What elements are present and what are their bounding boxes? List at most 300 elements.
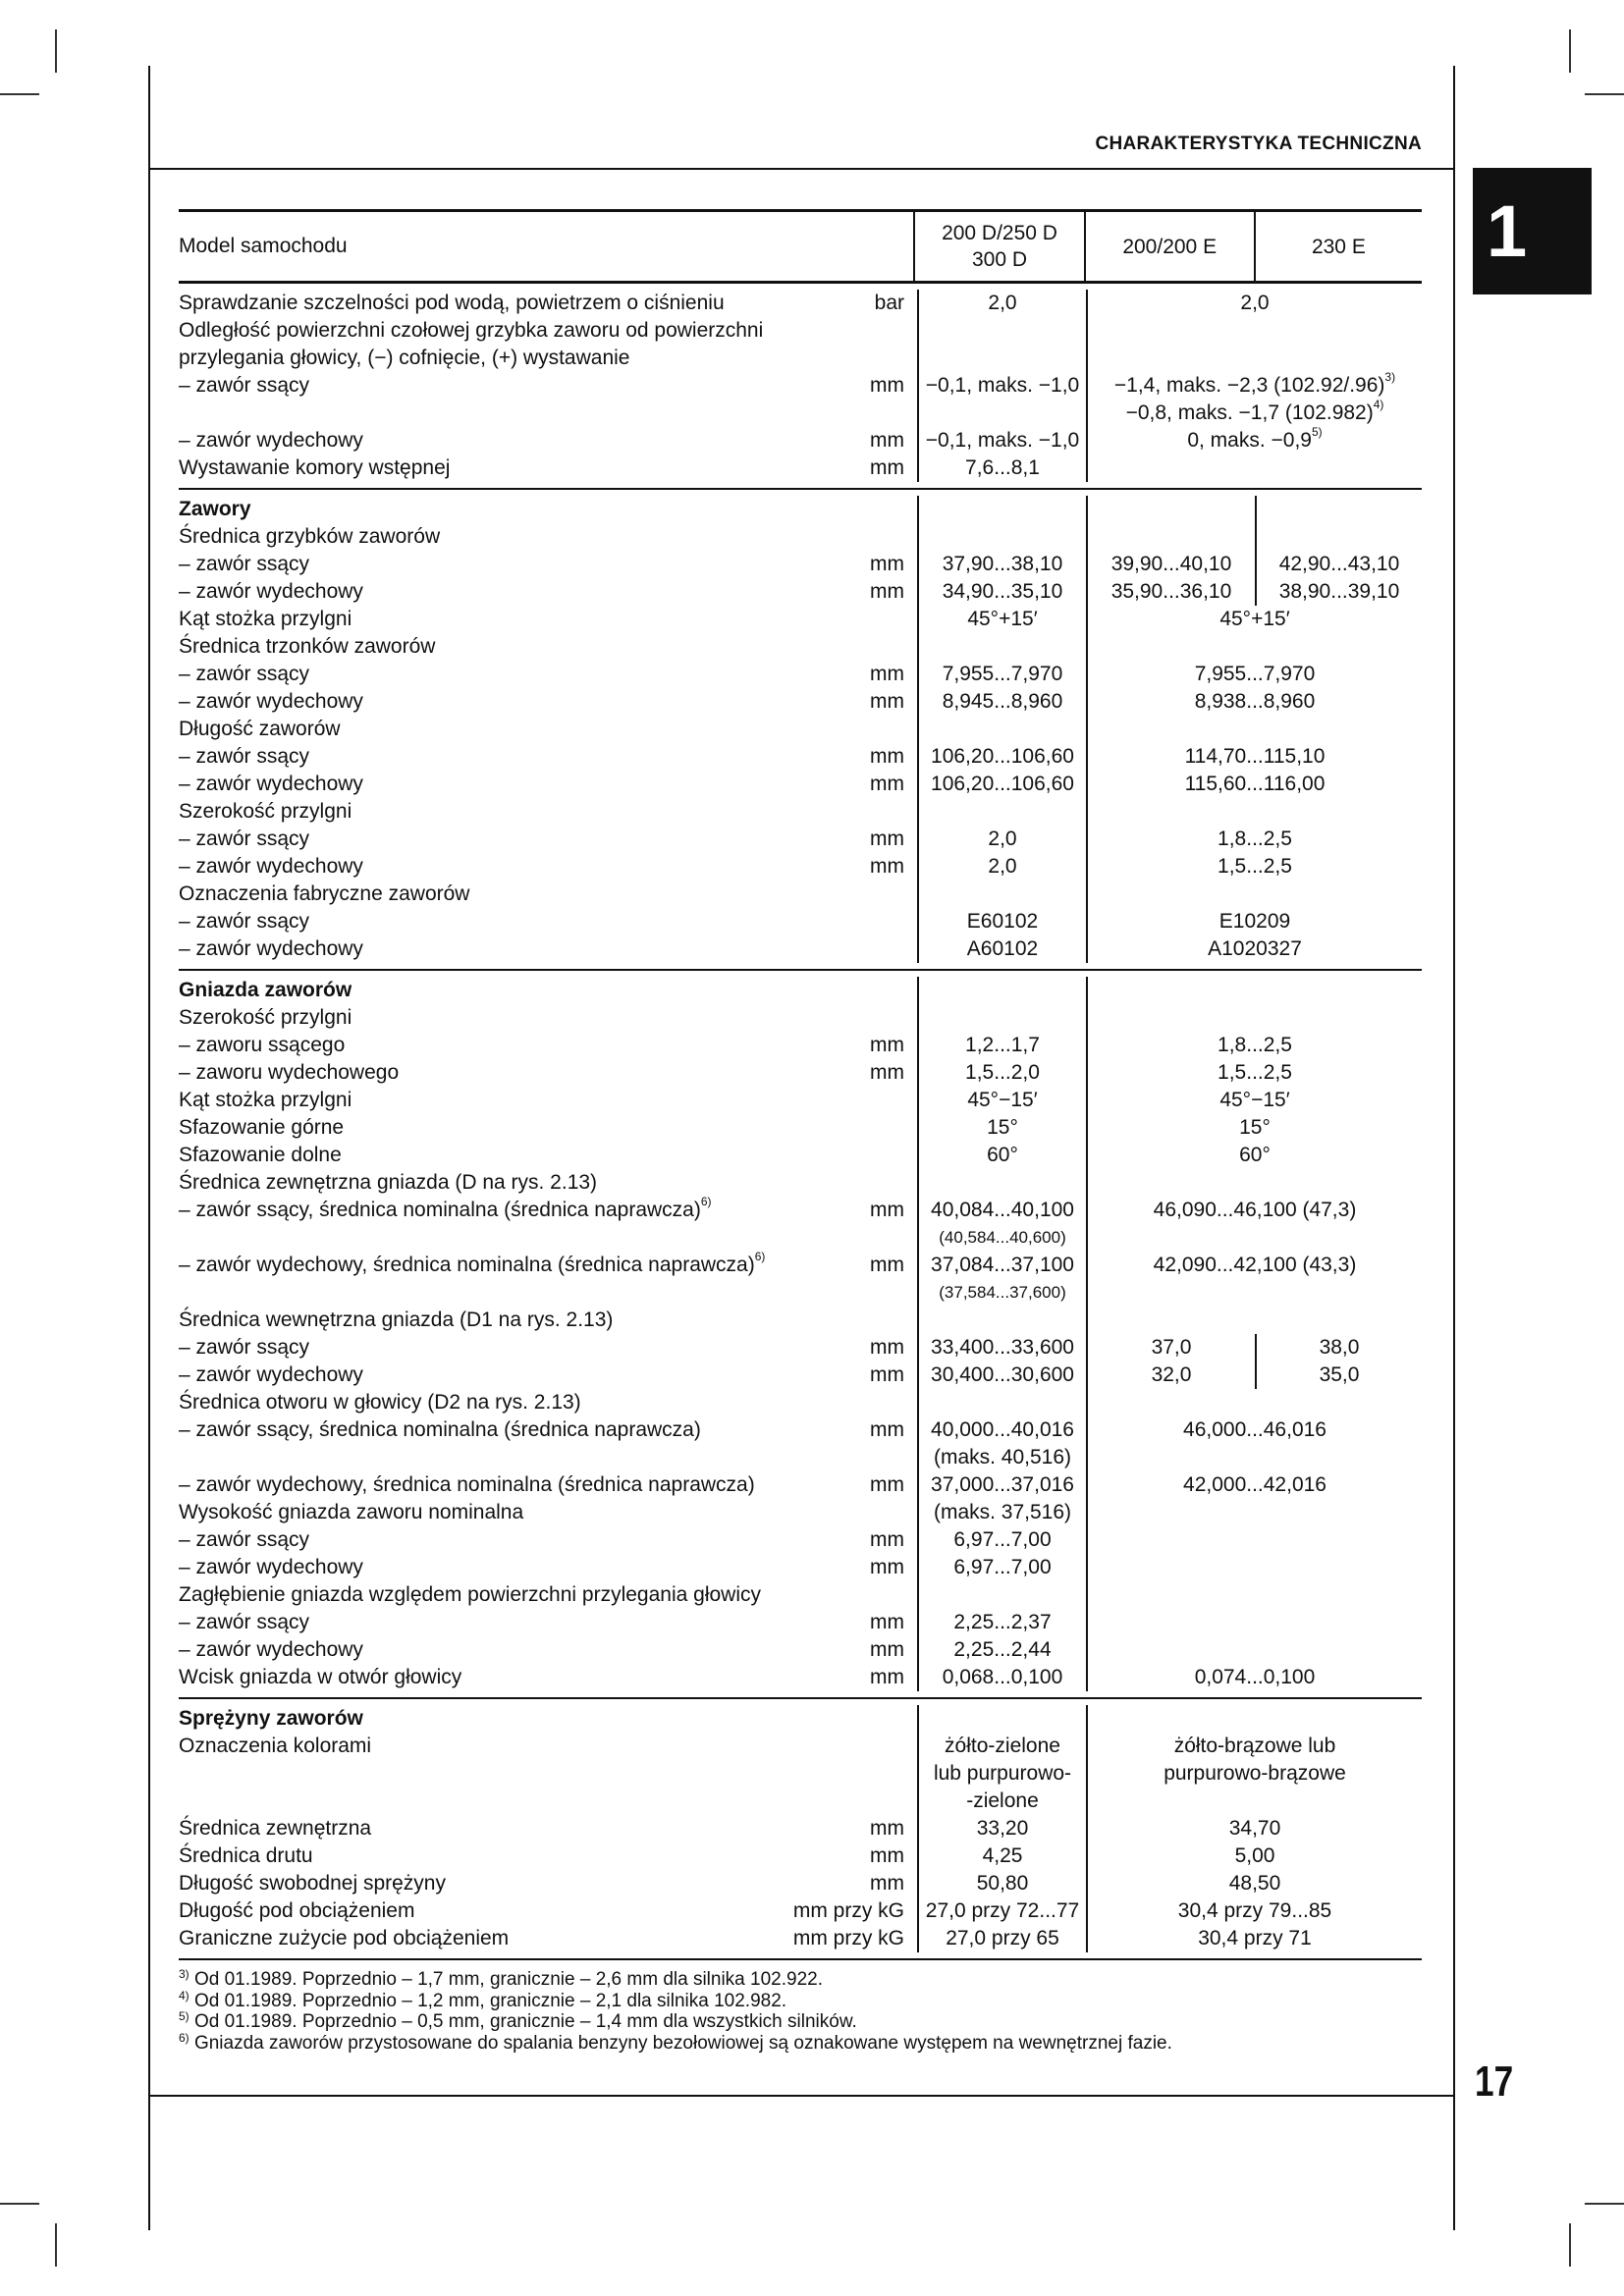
row-unit: mm xyxy=(870,374,904,397)
row-label-text: Kąt stożka przylgni xyxy=(179,1089,352,1111)
table-section xyxy=(179,490,1422,971)
row-unit: mm przy kG xyxy=(792,1927,904,1949)
chapter-number: 1 xyxy=(1487,190,1528,272)
value-col1: 15° xyxy=(917,1114,1086,1142)
footnote xyxy=(179,1988,1172,2012)
row-label-text: – zawór ssący xyxy=(179,1611,310,1633)
table-row xyxy=(179,1197,1422,1224)
value-col2-3 xyxy=(1086,977,1422,1004)
row-unit: mm xyxy=(870,1254,904,1276)
header-model-label: Model samochodu xyxy=(179,235,348,257)
value-col1: 27,0 przy 65 xyxy=(917,1925,1086,1952)
value-col2 xyxy=(1086,523,1255,551)
table-row xyxy=(179,1444,1422,1471)
row-label-text: – zaworu ssącego xyxy=(179,1034,346,1056)
header-col2: 200/200 E xyxy=(1084,212,1254,281)
value-col2-3 xyxy=(1086,1609,1422,1636)
row-label-cell xyxy=(179,1004,917,1032)
value-col1: 7,955...7,970 xyxy=(917,661,1086,688)
row-label xyxy=(179,1059,399,1087)
chapter-tab xyxy=(1473,168,1592,294)
row-label xyxy=(179,1142,342,1169)
table-row xyxy=(179,1334,1422,1362)
value-col2-3-text: 60° xyxy=(1239,1144,1271,1166)
footnote-mark: 5) xyxy=(179,2009,189,2024)
value-col2-3 xyxy=(1086,881,1422,908)
table-row xyxy=(179,716,1422,743)
value-col2-3 xyxy=(1086,1142,1422,1169)
row-unit: mm xyxy=(870,1556,904,1578)
table-row xyxy=(179,1897,1422,1925)
table-row xyxy=(179,908,1422,935)
table-row xyxy=(179,1416,1422,1444)
row-label-text: Oznaczenia kolorami xyxy=(179,1735,372,1757)
table-row xyxy=(179,427,1422,454)
value-col2-3 xyxy=(1086,345,1422,372)
row-label-cell xyxy=(179,290,917,317)
row-label-cell xyxy=(179,496,917,523)
row-unit: mm xyxy=(870,1611,904,1633)
value-col1 xyxy=(917,1307,1086,1334)
row-unit: mm xyxy=(870,1844,904,1867)
value-col3 xyxy=(1255,496,1422,523)
row-label xyxy=(179,977,352,1004)
row-label xyxy=(179,1252,765,1279)
table-row xyxy=(179,1059,1422,1087)
row-label-cell xyxy=(179,1114,917,1142)
footnote-ref: 5) xyxy=(1311,425,1323,439)
value-col1 xyxy=(917,881,1086,908)
value-col1: 45°−15′ xyxy=(917,1087,1086,1114)
row-label-cell xyxy=(179,1087,917,1114)
row-unit: mm xyxy=(870,1528,904,1551)
value-col2-3 xyxy=(1086,372,1422,400)
value-col1 xyxy=(917,1705,1086,1733)
value-col2-3 xyxy=(1086,1224,1422,1252)
value-col1 xyxy=(917,633,1086,661)
row-label xyxy=(179,1636,363,1664)
value-col2-3-text: −0,8, maks. −1,7 (102.982) xyxy=(1125,401,1374,424)
value-col2-3 xyxy=(1086,606,1422,633)
crop-mark xyxy=(55,2223,57,2267)
value-col1: (maks. 37,516) xyxy=(917,1499,1086,1526)
value-col2-3 xyxy=(1086,1114,1422,1142)
page-number: 17 xyxy=(1475,2057,1514,2106)
row-label-cell xyxy=(179,798,917,826)
row-label-cell xyxy=(179,551,917,578)
row-label xyxy=(179,688,363,716)
table-row xyxy=(179,1307,1422,1334)
row-label xyxy=(179,454,450,482)
row-label-cell xyxy=(179,1925,917,1952)
row-label-cell xyxy=(179,1471,917,1499)
value-col2-3 xyxy=(1086,1499,1422,1526)
table-section xyxy=(179,1699,1422,1960)
value-col1: 2,0 xyxy=(917,826,1086,853)
row-label-cell xyxy=(179,1224,917,1252)
value-col2-3 xyxy=(1086,1554,1422,1581)
table-row xyxy=(179,1526,1422,1554)
crop-mark xyxy=(1569,29,1571,73)
value-col1 xyxy=(917,1581,1086,1609)
value-col1: 45°+15′ xyxy=(917,606,1086,633)
page-frame-right xyxy=(1453,66,1455,2230)
value-col2: 37,0 xyxy=(1086,1334,1255,1362)
value-col1: 37,90...38,10 xyxy=(917,551,1086,578)
table-row xyxy=(179,853,1422,881)
table-row xyxy=(179,372,1422,400)
value-col2-3-text: 15° xyxy=(1239,1116,1271,1139)
value-col1: 2,0 xyxy=(917,290,1086,317)
row-unit: mm xyxy=(870,1666,904,1688)
value-col1 xyxy=(917,977,1086,1004)
value-col2-3 xyxy=(1086,1760,1422,1788)
row-label xyxy=(179,1554,363,1581)
row-label xyxy=(179,716,341,743)
table-row xyxy=(179,1279,1422,1307)
value-col3 xyxy=(1255,523,1422,551)
row-label xyxy=(179,1389,581,1416)
value-col2-3 xyxy=(1086,1416,1422,1444)
row-label-text: Średnica trzonków zaworów xyxy=(179,635,436,658)
row-unit: mm xyxy=(870,1817,904,1840)
row-label xyxy=(179,881,469,908)
table-row xyxy=(179,1032,1422,1059)
page-frame-left xyxy=(148,66,150,2230)
row-label xyxy=(179,1087,352,1114)
row-label-cell xyxy=(179,1897,917,1925)
row-label-text: Zawory xyxy=(179,498,251,520)
row-label-text: Zagłębienie gniazda względem powierzchni przylegania głowicy xyxy=(179,1583,761,1606)
row-unit: bar xyxy=(874,292,904,314)
value-col2-3-text: purpurowo-brązowe xyxy=(1164,1762,1346,1785)
row-label-text: Średnica zewnętrzna xyxy=(179,1817,372,1840)
row-label-cell xyxy=(179,977,917,1004)
value-col1 xyxy=(917,716,1086,743)
table-row xyxy=(179,1224,1422,1252)
table-row xyxy=(179,688,1422,716)
value-col1 xyxy=(917,400,1086,427)
value-col2-3-text: 0,074...0,100 xyxy=(1194,1666,1316,1688)
value-col1: E60102 xyxy=(917,908,1086,935)
value-col1: 40,000...40,016 xyxy=(917,1416,1086,1444)
footnote-text: Od 01.1989. Poprzednio – 1,7 mm, granicznie – 2,6 mm dla silnika 102.922. xyxy=(193,1969,823,1990)
row-label-cell xyxy=(179,633,917,661)
row-label xyxy=(179,1815,371,1842)
crop-mark xyxy=(55,29,57,73)
row-label-cell xyxy=(179,578,917,606)
value-col2-3 xyxy=(1086,1897,1422,1925)
row-label-cell xyxy=(179,826,917,853)
footnote xyxy=(179,1969,1172,1991)
row-label-text: – zawór wydechowy xyxy=(179,937,363,960)
row-label-cell xyxy=(179,1664,917,1691)
table-row xyxy=(179,606,1422,633)
value-col2-3 xyxy=(1086,633,1422,661)
table-row xyxy=(179,1581,1422,1609)
value-col2-3-text: 8,938...8,960 xyxy=(1194,690,1316,713)
table-row xyxy=(179,400,1422,427)
row-label xyxy=(179,1362,363,1389)
footnote-text: Od 01.1989. Poprzednio – 1,2 mm, granicznie – 2,1 dla silnika 102.982. xyxy=(193,1990,787,2011)
row-label xyxy=(179,1897,414,1925)
footnote xyxy=(179,2030,1172,2055)
row-label-cell xyxy=(179,743,917,771)
row-unit: mm xyxy=(870,1199,904,1221)
value-col2-3 xyxy=(1086,1279,1422,1307)
row-label-cell xyxy=(179,1059,917,1087)
row-label xyxy=(179,523,440,551)
value-col2-3-text: 2,0 xyxy=(1240,292,1270,314)
row-label-cell xyxy=(179,606,917,633)
row-label xyxy=(179,1842,313,1870)
row-unit: mm xyxy=(870,553,904,575)
table-row xyxy=(179,1733,1422,1760)
value-col1 xyxy=(917,1004,1086,1032)
value-col2-3-text: 42,090...42,100 (43,3) xyxy=(1153,1254,1357,1276)
row-label xyxy=(179,496,251,523)
row-label-text: przylegania głowicy, (−) cofnięcie, (+) wystawanie xyxy=(179,347,630,369)
row-label-text: Sprężyny zaworów xyxy=(179,1707,363,1730)
table-section xyxy=(179,971,1422,1699)
row-unit: mm xyxy=(870,855,904,878)
row-label-cell xyxy=(179,1842,917,1870)
row-label-cell xyxy=(179,523,917,551)
row-label xyxy=(179,633,435,661)
row-unit: mm xyxy=(870,690,904,713)
table-row xyxy=(179,345,1422,372)
value-col1: (37,584...37,600) xyxy=(917,1279,1086,1307)
row-unit: mm xyxy=(870,773,904,795)
value-col2-3 xyxy=(1086,317,1422,345)
row-label-text: Oznaczenia fabryczne zaworów xyxy=(179,882,470,905)
row-label-cell xyxy=(179,400,917,427)
table-section xyxy=(179,284,1422,490)
table-row xyxy=(179,454,1422,482)
row-label xyxy=(179,1733,371,1760)
row-unit: mm xyxy=(870,456,904,479)
row-label xyxy=(179,1334,309,1362)
value-col1: 4,25 xyxy=(917,1842,1086,1870)
value-col3: 42,90...43,10 xyxy=(1255,551,1422,578)
value-col1: 7,6...8,1 xyxy=(917,454,1086,482)
row-label xyxy=(179,853,363,881)
value-col2-3 xyxy=(1086,1705,1422,1733)
row-label-cell xyxy=(179,1279,917,1307)
row-label-text: Kąt stożka przylgni xyxy=(179,608,352,630)
footnote-text: Od 01.1989. Poprzednio – 0,5 mm, granicznie – 1,4 mm dla wszystkich silników. xyxy=(193,2011,857,2033)
row-label xyxy=(179,1609,309,1636)
row-unit: mm xyxy=(870,1418,904,1441)
row-label xyxy=(179,1664,461,1691)
value-col2-3-text: 1,5...2,5 xyxy=(1218,1061,1292,1084)
value-col2-3-text: żółto-brązowe lub xyxy=(1173,1735,1336,1757)
header-col1 xyxy=(913,212,1083,281)
table-row xyxy=(179,1609,1422,1636)
table-row xyxy=(179,1142,1422,1169)
row-label-text: – zawór wydechowy xyxy=(179,429,363,452)
row-label xyxy=(179,908,309,935)
footnote-mark: 4) xyxy=(179,1988,189,2002)
value-col1 xyxy=(917,317,1086,345)
value-col2-3-text: A1020327 xyxy=(1208,937,1302,960)
table-row xyxy=(179,1760,1422,1788)
row-label-cell xyxy=(179,1032,917,1059)
footnote-ref: 3) xyxy=(1384,370,1396,384)
row-label-text: – zawór wydechowy xyxy=(179,580,363,603)
table-row xyxy=(179,1389,1422,1416)
value-col1: 6,97...7,00 xyxy=(917,1526,1086,1554)
row-label-text: – zawór ssący xyxy=(179,745,310,768)
value-col2-3-text: 45°−15′ xyxy=(1219,1089,1290,1111)
footer-rule xyxy=(148,2095,1455,2097)
row-label xyxy=(179,1581,761,1609)
row-label-text: – zawór wydechowy xyxy=(179,773,363,795)
value-col1: 50,80 xyxy=(917,1870,1086,1897)
value-col3: 38,0 xyxy=(1255,1334,1422,1362)
row-unit: mm xyxy=(870,663,904,685)
value-col2-3-text: 1,5...2,5 xyxy=(1218,855,1292,878)
header-rule xyxy=(148,168,1455,170)
row-label-text: Długość pod obciążeniem xyxy=(179,1899,415,1922)
value-col2-3 xyxy=(1086,908,1422,935)
row-label-cell xyxy=(179,1581,917,1609)
table-row xyxy=(179,1554,1422,1581)
row-label-cell xyxy=(179,1870,917,1897)
row-label-cell xyxy=(179,688,917,716)
footnote xyxy=(179,2011,1172,2033)
row-label-cell xyxy=(179,427,917,454)
row-unit: mm przy kG xyxy=(792,1899,904,1922)
value-col2-3 xyxy=(1086,1788,1422,1815)
header-col1-line2: 300 D xyxy=(972,248,1028,271)
table-row xyxy=(179,1870,1422,1897)
row-label-cell xyxy=(179,1526,917,1554)
row-label-cell xyxy=(179,372,917,400)
value-col1 xyxy=(917,1389,1086,1416)
table-row xyxy=(179,661,1422,688)
row-label-text: Szerokość przylgni xyxy=(179,800,352,823)
table-row xyxy=(179,633,1422,661)
value-col2-3 xyxy=(1086,1471,1422,1499)
row-label-text: – zawór wydechowy, średnica nominalna (średnica naprawcza) xyxy=(179,1473,755,1496)
row-label-cell xyxy=(179,1499,917,1526)
value-col2: 39,90...40,10 xyxy=(1086,551,1255,578)
value-col2-3 xyxy=(1086,661,1422,688)
footnote-ref: 6) xyxy=(700,1195,712,1208)
row-label xyxy=(179,1705,363,1733)
row-label xyxy=(179,1114,344,1142)
row-unit: mm xyxy=(870,745,904,768)
row-label-text: Średnica otworu w głowicy (D2 na rys. 2.13) xyxy=(179,1391,581,1414)
value-col2-3-text: 34,70 xyxy=(1228,1817,1281,1840)
row-label xyxy=(179,826,309,853)
value-col2-3-text: 1,8...2,5 xyxy=(1218,1034,1292,1056)
value-col2-3 xyxy=(1086,427,1422,454)
row-label-text: – zawór ssący xyxy=(179,663,310,685)
value-col1: 1,2...1,7 xyxy=(917,1032,1086,1059)
row-label-text: Szerokość przylgni xyxy=(179,1006,352,1029)
table-row xyxy=(179,578,1422,606)
value-col2-3 xyxy=(1086,1733,1422,1760)
value-col1 xyxy=(917,1169,1086,1197)
value-col2-3-text: 30,4 przy 79...85 xyxy=(1177,1899,1332,1922)
value-col2-3 xyxy=(1086,798,1422,826)
value-col2-3 xyxy=(1086,1197,1422,1224)
row-label-cell xyxy=(179,716,917,743)
table-row xyxy=(179,1705,1422,1733)
row-label-text: Średnica drutu xyxy=(179,1844,313,1867)
table-row xyxy=(179,1362,1422,1389)
value-col1: 37,000...37,016 xyxy=(917,1471,1086,1499)
value-col2-3 xyxy=(1086,1087,1422,1114)
row-label-text: – zawór wydechowy xyxy=(179,1556,363,1578)
row-label-text: – zawór ssący, średnica nominalna (średnica naprawcza) xyxy=(179,1418,701,1441)
value-col1: (maks. 40,516) xyxy=(917,1444,1086,1471)
row-label xyxy=(179,372,309,400)
row-label-text: Długość swobodnej sprężyny xyxy=(179,1872,446,1895)
row-unit: mm xyxy=(870,1363,904,1386)
row-label-cell xyxy=(179,661,917,688)
table-header xyxy=(179,209,1422,284)
crop-mark xyxy=(1585,93,1624,95)
value-col2-3 xyxy=(1086,1870,1422,1897)
value-col1: 2,25...2,44 xyxy=(917,1636,1086,1664)
row-label-text: Średnica wewnętrzna gniazda (D1 na rys. 2.13) xyxy=(179,1308,614,1331)
value-col2-3 xyxy=(1086,1032,1422,1059)
row-label-cell xyxy=(179,1389,917,1416)
row-label xyxy=(179,935,363,963)
table-row xyxy=(179,290,1422,317)
footnote-ref: 4) xyxy=(1373,398,1384,411)
table-row xyxy=(179,1252,1422,1279)
value-col2-3 xyxy=(1086,1307,1422,1334)
value-col1: (40,584...40,600) xyxy=(917,1224,1086,1252)
table-row xyxy=(179,1842,1422,1870)
row-label-text: – zawór ssący xyxy=(179,553,310,575)
table-body xyxy=(179,284,1422,1960)
row-label-cell xyxy=(179,1636,917,1664)
row-label xyxy=(179,1870,446,1897)
value-col1: −0,1, maks. −1,0 xyxy=(917,372,1086,400)
footnote-ref: 6) xyxy=(754,1250,766,1263)
table-row xyxy=(179,551,1422,578)
row-label-cell xyxy=(179,1334,917,1362)
row-label xyxy=(179,1197,712,1224)
row-label-text: Wysokość gniazda zaworu nominalna xyxy=(179,1501,524,1523)
row-label-text: – zawór wydechowy xyxy=(179,690,363,713)
value-col1: 0,068...0,100 xyxy=(917,1664,1086,1691)
row-label-text: Sprawdzanie szczelności pod wodą, powietrzem o ciśnieniu xyxy=(179,292,725,314)
row-label xyxy=(179,1471,755,1499)
row-label xyxy=(179,317,763,345)
row-label-text: Odległość powierzchni czołowej grzybka zaworu od powierzchni xyxy=(179,319,764,342)
row-label xyxy=(179,1499,523,1526)
footnotes xyxy=(179,1969,1172,2054)
value-col1: 37,084...37,100 xyxy=(917,1252,1086,1279)
row-label-cell xyxy=(179,935,917,963)
value-col2-3 xyxy=(1086,1389,1422,1416)
row-label xyxy=(179,661,309,688)
running-head: CHARAKTERYSTYKA TECHNICZNA xyxy=(1095,133,1422,154)
table-row xyxy=(179,977,1422,1004)
value-col2-3 xyxy=(1086,743,1422,771)
value-col2-3-text: 30,4 przy 71 xyxy=(1198,1927,1312,1949)
row-label-cell xyxy=(179,1815,917,1842)
value-col1: 106,20...106,60 xyxy=(917,743,1086,771)
row-label-text: – zawór ssący xyxy=(179,828,310,850)
row-label-text: – zaworu wydechowego xyxy=(179,1061,400,1084)
